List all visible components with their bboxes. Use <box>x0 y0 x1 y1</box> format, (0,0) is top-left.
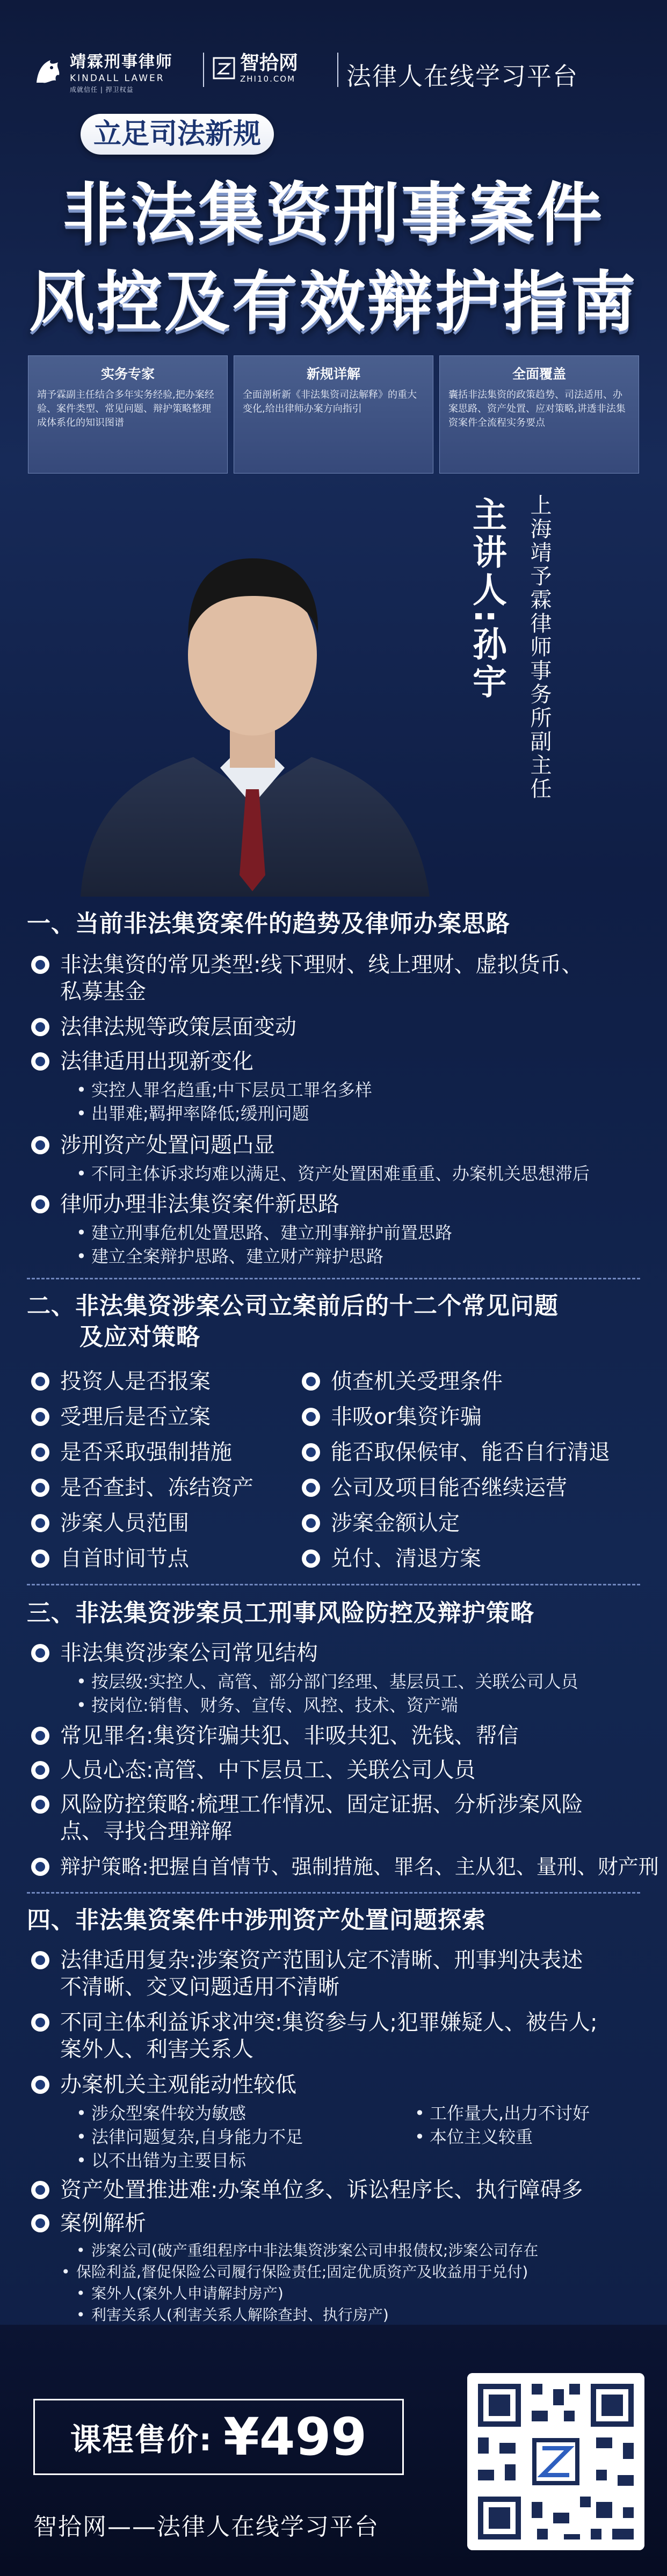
feature-card <box>234 355 433 474</box>
feature-card <box>439 355 639 474</box>
price-value: ¥499 <box>223 2407 367 2467</box>
list-item-cont: 案外人、利害关系人 <box>60 2037 253 2062</box>
price-label: 课程售价: <box>70 2421 213 2458</box>
card-body: 囊括非法集资的政策趋势、司法适用、办案思路、资产处置、应对策略,讲透非法集资案件全流程实务要点 <box>448 389 626 428</box>
bullet-icon <box>302 1479 320 1497</box>
section-title: 二、非法集资涉案公司立案前后的十二个常见问题 <box>27 1292 559 1320</box>
site-en: ZHI10.COM <box>240 74 296 84</box>
list-item: 非法集资涉案公司常见结构 <box>31 1640 318 1667</box>
sub-item: • 按层级:实控人、高管、部分部门经理、基层员工、关联公司人员 <box>91 1670 578 1693</box>
list-item: 律师办理非法集资案件新思路 <box>31 1191 339 1218</box>
bullet-icon <box>31 2076 49 2094</box>
sub-item: • 案外人(案外人申请解封房产) <box>91 2282 284 2305</box>
list-item: 受理后是否立案 <box>31 1403 211 1430</box>
card-heading: 新规详解 <box>306 366 360 382</box>
sub-item: • 本位主义较重 <box>430 2125 533 2149</box>
list-item: 法律适用复杂:涉案资产范围认定不清晰、刑事判决表述 <box>31 1947 583 1974</box>
list-item: 兑付、清退方案 <box>302 1545 481 1572</box>
list-item-cont: 不清晰、交叉问题适用不清晰 <box>60 1975 339 1999</box>
list-item: 非吸or集资诈骗 <box>302 1403 482 1430</box>
section-1 <box>0 908 667 940</box>
title-line-2: 风控及有效辩护指南 <box>29 264 638 340</box>
law-firm-name: 靖霖刑事律师 <box>70 53 173 71</box>
bullet-icon <box>31 1372 49 1391</box>
list-item: 常见罪名:集资诈骗共犯、非吸共犯、洗钱、帮信 <box>31 1722 518 1749</box>
list-item: 涉刑资产处置问题凸显 <box>31 1132 275 1159</box>
list-item-cont: 点、寻找合理辩解 <box>60 1819 232 1844</box>
law-firm-slogan: 成就信任 | 捍卫权益 <box>70 86 134 93</box>
list-item: 辩护策略:把握自首情节、强制措施、罪名、主从犯、量刑、财产刑 <box>31 1853 659 1880</box>
bullet-icon <box>302 1408 320 1426</box>
qr-code-icon[interactable] <box>467 2373 644 2550</box>
bullet-icon <box>302 1549 320 1568</box>
lecturer-affiliation: 上海靖予霖律师事务所副主任 <box>527 494 552 801</box>
sub-item: • 工作量大,出力不讨好 <box>430 2101 590 2125</box>
card-heading: 全面覆盖 <box>512 366 566 382</box>
bullet-icon <box>31 1514 49 1532</box>
list-item: 涉案人员范围 <box>31 1510 189 1537</box>
feature-card <box>28 355 228 474</box>
list-item: 是否查封、冻结资产 <box>31 1474 253 1501</box>
bullet-icon <box>302 1443 320 1461</box>
bullet-icon <box>31 1479 49 1497</box>
bullet-icon <box>302 1372 320 1391</box>
bullet-icon <box>31 2214 49 2232</box>
header <box>0 0 667 102</box>
sub-item: • 建立全案辩护思路、建立财产辩护思路 <box>91 1245 383 1268</box>
platform-name: 法律人在线学习平台 <box>346 62 578 91</box>
bullet-icon <box>31 2181 49 2199</box>
sub-item: • 法律问题复杂,自身能力不足 <box>91 2125 303 2149</box>
price-box <box>33 2399 404 2475</box>
site-logo <box>212 53 298 84</box>
lion-logo-icon <box>32 56 63 87</box>
bullet-icon <box>31 2013 49 2032</box>
list-item: 资产处置推进难:办案单位多、诉讼程序长、执行障碍多 <box>31 2177 583 2203</box>
site-logo-icon <box>212 56 236 80</box>
sub-item: • 建立刑事危机处置思路、建立刑事辩护前置思路 <box>91 1221 452 1245</box>
title-line-1: 非法集资刑事案件 <box>63 176 604 252</box>
sub-item: • 涉案公司(破产重组程序中非法集资涉案公司申报债权;涉案公司存在 <box>91 2239 538 2262</box>
list-item: 人员心态:高管、中下层员工、关联公司人员 <box>31 1757 475 1784</box>
bullet-icon <box>31 1951 49 1969</box>
bullet-icon <box>31 1795 49 1814</box>
sub-item: • 以不出错为主要目标 <box>91 2149 246 2172</box>
bullet-icon <box>31 1858 49 1876</box>
section-title: 三、非法集资涉案员工刑事风险防控及辩护策略 <box>27 1599 534 1627</box>
law-firm-logo <box>32 48 173 94</box>
list-item-cont: 私募基金 <box>60 979 146 1004</box>
lecturer-name: 主讲人:孙宇 <box>467 497 506 702</box>
sub-item: • 按岗位:销售、财务、宣传、风控、技术、资产端 <box>91 1693 458 1717</box>
section-3 <box>0 1598 667 1629</box>
section-title-cont: 及应对策略 <box>79 1323 200 1351</box>
lecturer-portrait <box>59 478 446 897</box>
bullet-icon <box>31 1052 49 1071</box>
header-divider <box>337 53 338 87</box>
section-title: 四、非法集资案件中涉刑资产处置问题探索 <box>27 1906 486 1934</box>
sub-item-cont: • 保险利益,督促保险公司履行保险责任;固定优质资产及收益用于兑付) <box>76 2260 528 2284</box>
bullet-icon <box>31 1644 49 1662</box>
section-divider <box>27 1584 640 1585</box>
bullet-icon <box>31 1549 49 1568</box>
footer-slogan: 智拾网——法律人在线学习平台 <box>33 2513 379 2541</box>
bullet-icon <box>31 1408 49 1426</box>
list-item: 侦查机关受理条件 <box>302 1368 503 1395</box>
section-2 <box>0 1291 667 1353</box>
bullet-icon <box>31 1195 49 1213</box>
section-title: 一、当前非法集资案件的趋势及律师办案思路 <box>27 910 510 937</box>
site-name: 智拾网 <box>240 52 299 74</box>
list-item: 不同主体利益诉求冲突:集资参与人;犯罪嫌疑人、被告人; <box>31 2009 597 2036</box>
card-body: 全面剖析新《非法集资司法解释》的重大变化,给出律师办案方向指引 <box>243 389 417 414</box>
list-item: 自首时间节点 <box>31 1545 189 1572</box>
sub-item: • 出罪难;羁押率降低;缓刑问题 <box>91 1102 309 1125</box>
sub-item: • 实控人罪名趋重;中下层员工罪名多样 <box>91 1078 372 1102</box>
sub-item: • 涉众型案件较为敏感 <box>91 2101 246 2125</box>
list-item: 办案机关主观能动性较低 <box>31 2071 296 2098</box>
card-body: 靖予霖副主任结合多年实务经验,把办案经验、案件类型、常见问题、辩护策略整理成体系化的知识图谱 <box>37 389 214 428</box>
section-4 <box>0 1905 667 1936</box>
footer <box>0 2325 667 2576</box>
bullet-icon <box>31 1761 49 1779</box>
list-item: 法律适用出现新变化 <box>31 1048 253 1075</box>
list-item: 风险防控策略:梳理工作情况、固定证据、分析涉案风险 <box>31 1791 583 1818</box>
sub-item: • 不同主体诉求均难以满足、资产处置困难重重、办案机关思想滞后 <box>91 1162 590 1185</box>
card-heading: 实务专家 <box>100 366 155 382</box>
list-item: 是否采取强制措施 <box>31 1439 232 1466</box>
list-item: 案例解析 <box>31 2210 146 2237</box>
list-item: 法律法规等政策层面变动 <box>31 1014 296 1040</box>
sub-item: • 利害关系人(利害关系人解除查封、执行房产) <box>91 2303 389 2327</box>
bullet-icon <box>302 1514 320 1532</box>
bullet-icon <box>31 1136 49 1154</box>
law-firm-en: KINDALL LAWER <box>70 73 165 84</box>
bullet-icon <box>31 956 49 974</box>
list-item: 公司及项目能否继续运营 <box>302 1474 567 1501</box>
list-item: 能否取保候审、能否自行清退 <box>302 1439 610 1466</box>
header-divider <box>203 53 204 87</box>
bullet-icon <box>31 1443 49 1461</box>
section-divider <box>27 1278 640 1279</box>
bullet-icon <box>31 1727 49 1745</box>
bullet-icon <box>31 1018 49 1036</box>
title-tag: 立足司法新规 <box>81 114 274 155</box>
section-divider <box>27 1892 640 1894</box>
list-item: 涉案金额认定 <box>302 1510 460 1537</box>
list-item: 投资人是否报案 <box>31 1368 211 1395</box>
list-item: 非法集资的常见类型:线下理财、线上理财、虚拟货币、 <box>31 951 583 978</box>
